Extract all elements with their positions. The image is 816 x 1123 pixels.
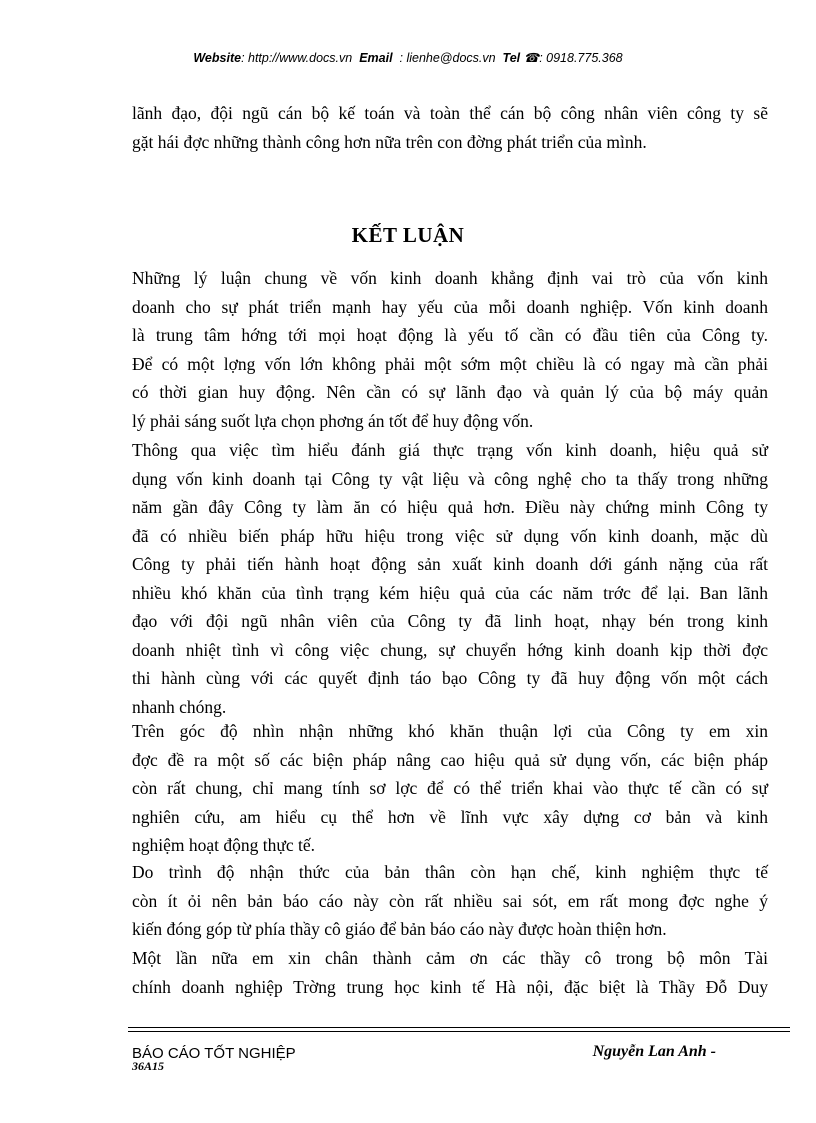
text-line: thi hành cùng với các quyết định táo bạo Công ty đã huy động vốn một cách <box>132 668 768 688</box>
intro-paragraph <box>132 99 768 156</box>
text-line: đợc đề ra một số các biện pháp nâng cao hiệu quả sử dụng vốn, các biện pháp <box>132 749 768 770</box>
text-line: Do trình độ nhận thức của bản thân còn hạn chế, kinh nghiệm thực tế <box>132 862 768 882</box>
text-line: còn rất chung, chỉ mang tính sơ lợc để có thể triển khai vào thực tế cần có sự <box>132 778 768 798</box>
text-line: Thông qua việc tìm hiểu đánh giá thực trạng vốn kinh doanh, hiệu quả sử <box>132 440 768 460</box>
text-line: là trung tâm hớng tới mọi hoạt động là yếu tố cần có đầu tiên của Công ty. <box>132 325 768 345</box>
text-line: năm gần đây Công ty làm ăn có hiệu quả hơn. Điều này chứng minh Công ty <box>132 497 768 517</box>
text-line: gặt hái đợc những thành công hơn nữa trên con đờng phát triển của mình. <box>132 131 647 152</box>
section-title: KẾT LUẬN <box>351 223 465 247</box>
text-line: Để có một lợng vốn lớn không phải một sớm một chiều là có ngay mà cần phải <box>132 353 768 374</box>
text-line: dụng vốn kinh doanh tại Công ty vật liệu và công nghệ cho ta thấy trong những <box>132 468 768 489</box>
website-label: Website <box>193 51 242 65</box>
text-line: lý phải sáng suốt lựa chọn phơng án tốt để huy động vốn. <box>132 410 534 431</box>
text-line: doanh cho sự phát triển mạnh hay yếu của mỗi doanh nghiệp. Vốn kinh doanh <box>132 296 768 317</box>
footer-class-code: 36A15 <box>132 1059 165 1073</box>
text-line: chính doanh nghiệp Trờng trung học kinh tế Hà nội, đặc biệt là Thầy Đỗ Duy <box>132 976 768 997</box>
text-line: đạo với đội ngũ nhân viên của Công ty đã linh hoạt, nhạy bén trong kinh <box>132 611 768 631</box>
text-line: nghiệm hoạt động thực tế. <box>132 835 315 855</box>
paragraph-4 <box>132 858 768 944</box>
text-line: lãnh đạo, đội ngũ cán bộ kế toán và toàn thể cán bộ công nhân viên công ty sẽ <box>132 103 768 123</box>
text-line: có thời gian huy động. Nên cần có sự lãnh đạo và quản lý của bộ máy quản <box>132 382 768 402</box>
paragraph-3 <box>132 717 768 860</box>
website-value: : http://www.docs.vn <box>241 51 353 65</box>
text-line: nghiên cứu, am hiểu cụ thể hơn về lĩnh vực xây dựng cơ bản và kinh <box>132 806 768 827</box>
footer-report-title <box>132 1045 296 1073</box>
text-line: Những lý luận chung về vốn kinh doanh khẳng định vai trò của vốn kinh <box>132 268 768 288</box>
tel-label: Tel <box>502 51 521 65</box>
text-line: nhanh chóng. <box>132 696 227 717</box>
footer-author: Nguyễn Lan Anh - <box>592 1043 716 1060</box>
text-line: Trên góc độ nhìn nhận những khó khăn thuận lợi của Công ty em xin <box>132 721 768 741</box>
footer-rule-top <box>128 1027 790 1028</box>
email-label: Email <box>359 51 393 65</box>
phone-icon: ☎ <box>523 51 540 65</box>
text-line: đã có nhiều biến pháp hữu hiệu trong việc sử dụng vốn kinh doanh, mặc dù <box>132 525 768 546</box>
paragraph-1 <box>132 264 768 435</box>
page-header <box>0 50 816 65</box>
email-value: : lienhe@docs.vn <box>399 51 496 65</box>
paragraph-2 <box>132 436 768 721</box>
paragraph-5 <box>132 944 768 1001</box>
text-line: Công ty phải tiến hành hoạt động sản xuất kinh doanh dới gánh nặng của rất <box>132 554 768 574</box>
text-line: Một lần nữa em xin chân thành cảm ơn các thầy cô trong bộ môn Tài <box>132 948 768 968</box>
text-line: doanh nhiệt tình vì công việc chung, sự chuyển hớng kinh doanh kịp thời đợc <box>132 639 768 660</box>
footer-report-label: BÁO CÁO TỐT NGHIỆP <box>132 1045 296 1062</box>
footer-rule-bottom <box>128 1031 790 1032</box>
tel-value: : 0918.775.368 <box>539 51 623 65</box>
text-line: còn ít ỏi nên bản báo cáo này còn rất nhiều sai sót, em rất mong đợc nghe ý <box>132 890 768 911</box>
text-line: kiến đóng góp từ phía thầy cô giáo để bản báo cáo này được hoàn thiện hơn. <box>132 919 667 939</box>
text-line: nhiều khó khăn của tình trạng kém hiệu quả của các năm trớc để lại. Ban lãnh <box>132 582 768 603</box>
